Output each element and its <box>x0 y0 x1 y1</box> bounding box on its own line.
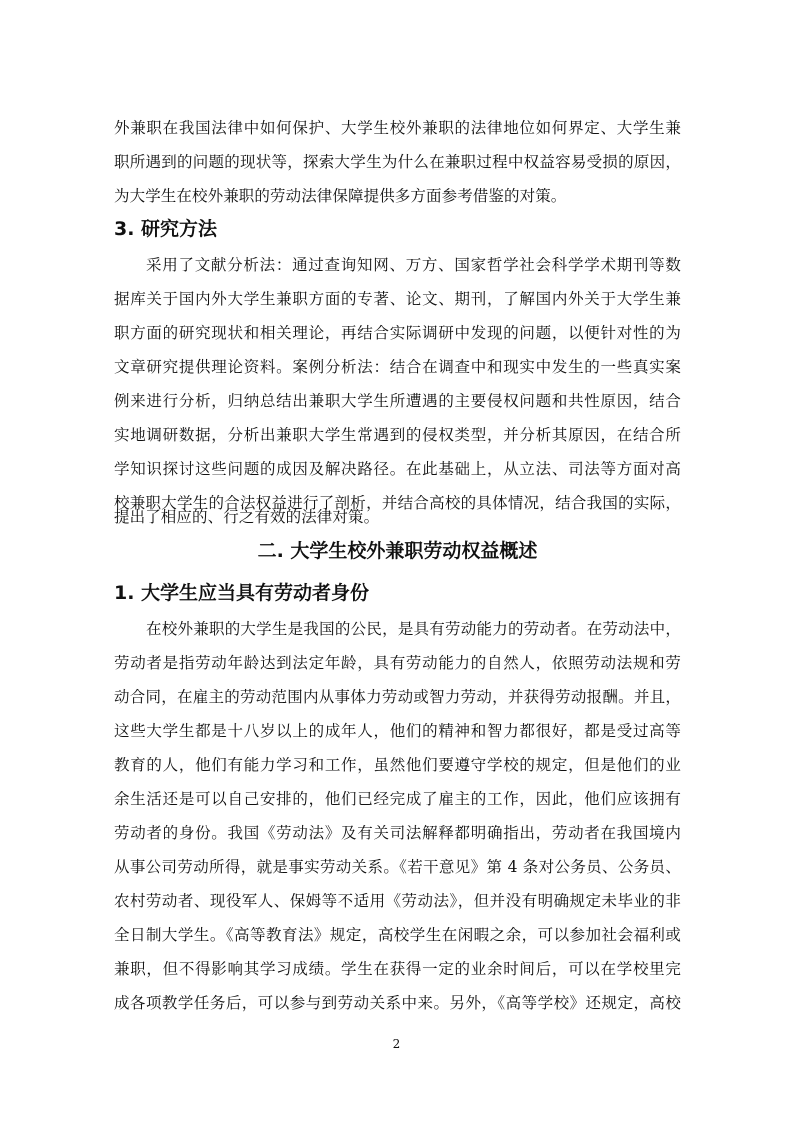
identity-line-8: 从事公司劳动所得，就是事实劳动关系。《若干意见》第 4 条对公务员、公务员、 <box>114 858 681 876</box>
method-line-4: 文章研究提供理论资料。案例分析法：结合在调查中和现实中发生的一些真实案 <box>114 358 681 376</box>
identity-line-6: 余生活还是可以自己安排的，他们已经完成了雇主的工作，因此，他们应该拥有 <box>114 790 681 808</box>
identity-line-12: 成各项教学任务后，可以参与到劳动关系中来。另外，《高等学校》还规定，高校 <box>114 994 681 1012</box>
identity-line-3: 动合同，在雇主的劳动范围内从事体力劳动或智力劳动，并获得劳动报酬。并且， <box>114 688 681 706</box>
method-line-2: 据库关于国内外大学生兼职方面的专著、论文、期刊，了解国内外关于大学生兼 <box>114 290 681 308</box>
section-heading-labor-identity: 1. 大学生应当具有劳动者身份 <box>114 582 370 604</box>
identity-line-4: 这些大学生都是十八岁以上的成年人，他们的精神和智力都很好，都是受过高等 <box>114 722 681 740</box>
intro-line-1: 外兼职在我国法律中如何保护、大学生校外兼职的法律地位如何界定、大学生兼 <box>114 119 681 137</box>
method-line-6: 实地调研数据，分析出兼职大学生常遇到的侵权类型，并分析其原因，在结合所 <box>114 426 681 444</box>
method-line-3: 职方面的研究现状和相关理论，再结合实际调研中发现的问题，以便针对性的为 <box>114 324 681 342</box>
identity-line-7: 劳动者的身份。我国《劳动法》及有关司法解释都明确指出，劳动者在我国境内 <box>114 824 681 842</box>
intro-line-3: 为大学生在校外兼职的劳动法律保障提供多方面参考借鉴的对策。 <box>114 187 567 205</box>
intro-line-2: 职所遇到的问题的现状等，探索大学生为什么在兼职过程中权益容易受损的原因， <box>114 153 681 171</box>
identity-line-5: 教育的人，他们有能力学习和工作，虽然他们要遵守学校的规定，但是他们的业 <box>114 756 681 774</box>
identity-line-10: 全日制大学生。《高等教育法》规定，高校学生在闲暇之余，可以参加社会福利或 <box>114 926 681 944</box>
method-line-7: 学知识探讨这些问题的成因及解决路径。在此基础上，从立法、司法等方面对高 <box>114 460 681 478</box>
method-line-8: 校兼职大学生的合法权益进行了剖析，并结合高校的具体情况，结合我国的实际， <box>114 494 681 512</box>
identity-line-1: 在校外兼职的大学生是我国的公民，是具有劳动能力的劳动者。在劳动法中， <box>146 620 681 638</box>
section-heading-research-methods: 3. 研究方法 <box>114 218 218 240</box>
chapter-title: 二. 大学生校外兼职劳动权益概述 <box>257 540 538 562</box>
method-line-5: 例来进行分析，归纳总结出兼职大学生所遭遇的主要侵权问题和共性原因，结合 <box>114 392 681 410</box>
identity-line-2: 劳动者是指劳动年龄达到法定年龄，具有劳动能力的自然人，依照劳动法规和劳 <box>114 654 681 672</box>
identity-line-9: 农村劳动者、现役军人、保姆等不适用《劳动法》，但并没有明确规定未毕业的非 <box>114 892 681 910</box>
identity-line-11: 兼职，但不得影响其学习成绩。学生在获得一定的业余时间后，可以在学校里完 <box>114 960 681 978</box>
method-line-9: 提出了相应的、行之有效的法律对策。 <box>114 508 380 526</box>
method-line-1: 采用了文献分析法：通过查询知网、万方、国家哲学社会科学学术期刊等数 <box>146 256 681 274</box>
page-number: 2 <box>392 1037 401 1051</box>
